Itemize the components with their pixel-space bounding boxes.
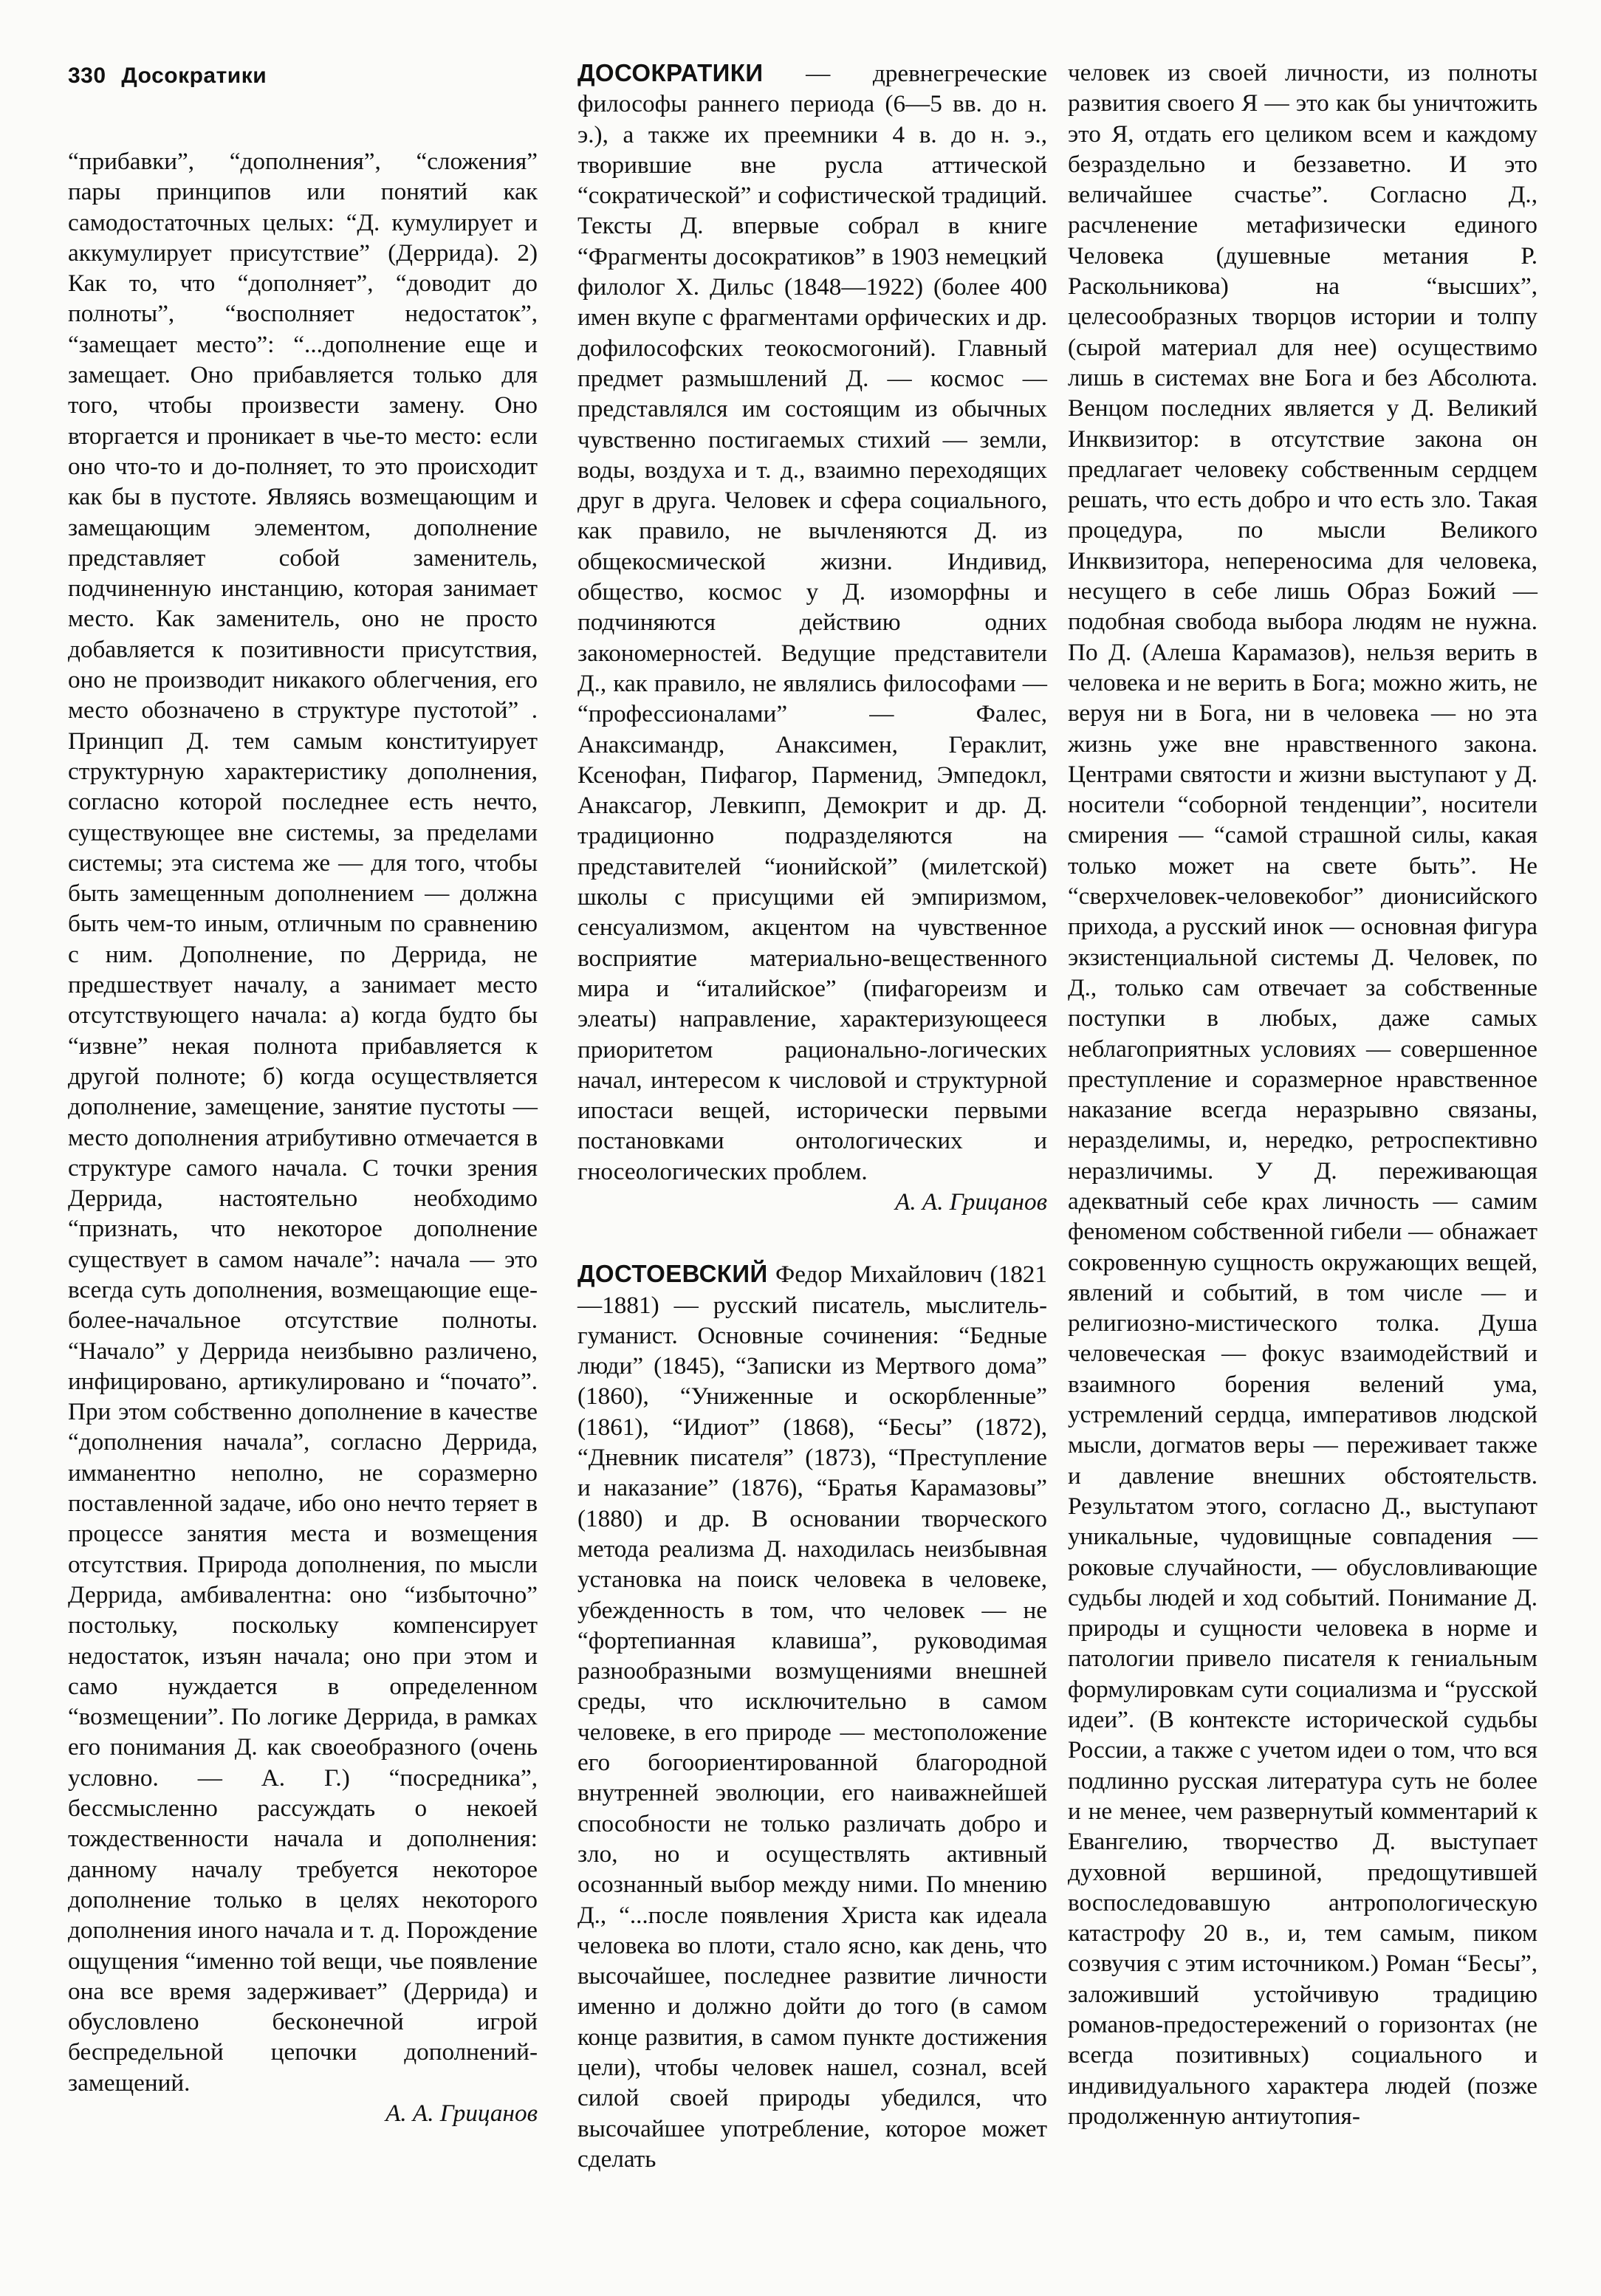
column-right	[1068, 58, 1537, 2131]
column-left	[68, 146, 538, 2128]
dostoevsky-body: Федор Михайлович (1821—1881) — русский писатель, мыслитель-гуманист. Основные сочинения: “Бедные люди” (1845), “Записки из Мертвого дома” (1860), “Униженные и оскорбленные” (1861), “Идиот” (1868), “Бесы” (1872), “Дневник писателя” (1873), “Преступление и наказание” (1876), “Братья Карамазовы” (1880) и др. В основании творческого метода реализма Д. находилась неизбывная установка на поиск человека в человеке, убежденность в том, что человек — не “фортепианная клавиша”, руководимая разнообразными возмущениями внешней среды, что исключительно в самом человеке, в его природе — местоположение его богоориентированной благородной внутренней эволюции, его наиважнейшей способности не только различать добро и зло, но и осуществлять активный осознанный выбор между ними. По мнению Д., “...после появления Христа как идеала человека во плоти, стало ясно, как день, что высочайшее, последнее развитие личности именно и должно дойти до того (в самом конце развития, в самом пункте достижения цели), чтобы человек нашел, сознал, всей силой своей природы убедился, что высочайшее употребление, которое может сделать	[577, 1261, 1047, 2173]
article-dostoevsky	[577, 1258, 1047, 2174]
headword-presocratics: ДОСОКРАТИКИ	[577, 59, 764, 86]
derrida-article-continuation: “прибавки”, “дополнения”, “сложения” пары принципов или понятий как самодостаточных целых: “Д. кумулирует и аккумулирует присутствие” (Деррида). 2) Как то, что “дополняет”, “доводит до полноты”, “восполняет недостаток”, “замещает место”: “...дополнение еще и замещает. Оно прибавляется только для того, чтобы произвести замену. Оно вторгается и проникает в чье-то место: если оно что-то и до-полняет, то это происходит как бы в пустоте. Являясь возмещающим и замещающим элементом, дополнение представляет собой заменитель, подчиненную инстанцию, которая занимает место. Как заменитель, оно не просто добавляется к позитивности присутствия, оно не производит никакого облегчения, его место обозначено в структуре пустотой” . Принцип Д. тем самым конституирует структурную характеристику дополнения, согласно которой последнее есть нечто, существующее вне системы, за пределами системы; эта система же — для того, чтобы быть замещенным дополнением — должна быть чем-то иным, отличным по сравнению с ним. Дополнение, по Деррида, не предшествует началу, а занимает место отсутствующего начала: а) когда будто бы “извне” некая полнота прибавляется к другой полноте; б) когда осуществляется дополнение, замещение, занятие пустоты — место дополнения атрибутивно отмечается в структуре самого начала. С точки зрения Деррида, настоятельно необходимо “признать, что некоторое дополнение существует в самом начале”: начала — это всегда суть дополнения, возмещающие еще-более-начальное отсутствие полноты. “Начало” у Деррида неизбывно различено, инфицировано, артикулировано и “почато”. При этом собственно дополнение в качестве “дополнения начала”, согласно Деррида, имманентно неполно, не соразмерно поставленной задаче, ибо оно нечто теряет в процессе занятия места и возмещения отсутствия. Природа дополнения, по мысли Деррида, амбивалентна: оно “избыточно” постольку, поскольку компенсирует недостаток, изъян начала; оно при этом и само нуждается в определенном “возмещении”. По логике Деррида, в рамках его понимания Д. как своеобразного (очень условно. — А. Г.) “посредника”, бессмысленно рассуждать о некоей тождественности начала и дополнения: данному началу требуется некоторое дополнение только в целях некоторого дополнения иного начала и т. д. Порождение ощущения “именно той вещи, чье появление она все время задерживает” (Деррида) и обусловлено бесконечной игрой беспредельной цепочки дополнений-замещений.	[68, 148, 538, 2097]
presocratics-body: — древнегреческие философы раннего периода (6—5 вв. до н. э.), а также их преемники 4 в. до н. э., творившие вне русла аттической “сократической” и софистической традиций. Тексты Д. впервые собрал в книге “Фрагменты досократиков” в 1903 немецкий филолог X. Дильс (1848—1922) (более 400 имен вкупе с фрагментами орфических и др. дофилософских теокосмогоний). Главный предмет размышлений Д. — космос — представлялся им состоящим из обычных чувственно постигаемых стихий — земли, воды, воздуха и т. д., взаимно переходящих друг в друга. Человек и сфера социального, как правило, не вычленяются Д. из общекосмической жизни. Индивид, общество, космос у Д. изоморфны и подчиняются действию одних закономерностей. Ведущие представители Д., как правило, не являлись философами — “профессионалами” — Фалес, Анаксимандр, Анаксимен, Гераклит, Ксенофан, Пифагор, Парменид, Эмпедокл, Анаксагор, Левкипп, Демокрит и др. Д. традиционно подразделяются на представителей “ионийской” (милетской) школы с присущими ей эмпиризмом, сенсуализмом, акцентом на чувственное восприятие материально-вещественного мира и “италийское” (пифагореизм и элеаты) направление, характеризующееся приоритетом рационально-логических начал, интересом к числовой и структурной ипостаси вещей, исторически первыми постановками онтологических и гносеологических проблем.	[577, 60, 1047, 1185]
dostoevsky-article-continuation: человек из своей личности, из полноты развития своего Я — это как бы уничтожить это Я, отдать его целиком всем и каждому безраздельно и беззаветно. И это величайшее счастье”. Согласно Д., расчленение метафизически единого Человека (душевные метания Р. Раскольникова) на “высших”, целесообразных творцов истории и толпу (сырой материал для нее) осуществимо лишь в системах вне Бога и без Абсолюта. Венцом последних является у Д. Великий Инквизитор: в отсутствие закона он предлагает человеку собственным сердцем решать, что есть добро и что есть зло. Такая процедура, по мысли Великого Инквизитора, непереносима для человека, несущего в себе лишь Образ Божий — подобная свобода выбора людям не нужна. По Д. (Алеша Карамазов), нельзя верить в человека и не верить в Бога; можно жить, не веруя ни в Бога, ни в человека — но эта жизнь уже вне нравственного закона. Центрами святости и жизни выступают у Д. носители “соборной тенденции”, носители смирения — “самой страшной силы, какая только может на свете быть”. Не “сверхчеловек-человекобог” дионисийского прихода, а русский инок — основная фигура экзистенциальной системы Д. Человек, по Д., только сам отвечает за собственные поступки в любых, даже самых неблагоприятных условиях — совершенное преступление и соразмерное нравственное наказание всегда неразрывно связаны, неразделимы, и, нередко, ретроспективно неразличимы. У Д. переживающая адекватный себе крах личность — самим феноменом собственной гибели — обнажает сокровенную сущность окружающих вещей, явлений и событий, в том числе — и религиозно-мистического толка. Душа человеческая — фокус взаимодействий и взаимного борения велений ума, устремлений сердца, императивов людской мысли, догматов веры — переживает также и давление внешних обстоятельств. Результатом этого, согласно Д., выступают уникальные, чудовищные совпадения — роковые случайности, — обусловливающие судьбы людей и ход событий. Понимание Д. природы и сущности человека в норме и патологии привело писателя к гениальным формулировкам сути социализма и “русской идеи”. (В контексте исторической судьбы России, а также с учетом идеи о том, что вся подлинно русская литература суть не более и не менее, чем развернутый комментарий к Евангелию, творчество Д. выступает духовной вершиной, предощутившей воспоследовавшую антропологическую катастрофу 20 в., и, тем самым, пиком созвучия с этим источником.) Роман “Бесы”, заложивший устойчивую традицию романов-предостережений о горизонтах (не всегда позитивных) социального и индивидуального характера людей (позже продолженную антиутопия-	[1068, 59, 1537, 2130]
article-presocratics	[577, 58, 1047, 1187]
page-number: 330	[68, 64, 106, 88]
headword-dostoevsky: ДОСТОЕВСКИЙ	[577, 1260, 768, 1288]
running-head	[68, 64, 267, 89]
column-middle	[577, 58, 1047, 2174]
running-head-title: Досократики	[121, 64, 267, 88]
author-signature-1: А. А. Грицанов	[385, 2100, 538, 2127]
author-signature-2: А. А. Грицанов	[895, 1188, 1047, 1216]
article-separator	[577, 1217, 1047, 1258]
